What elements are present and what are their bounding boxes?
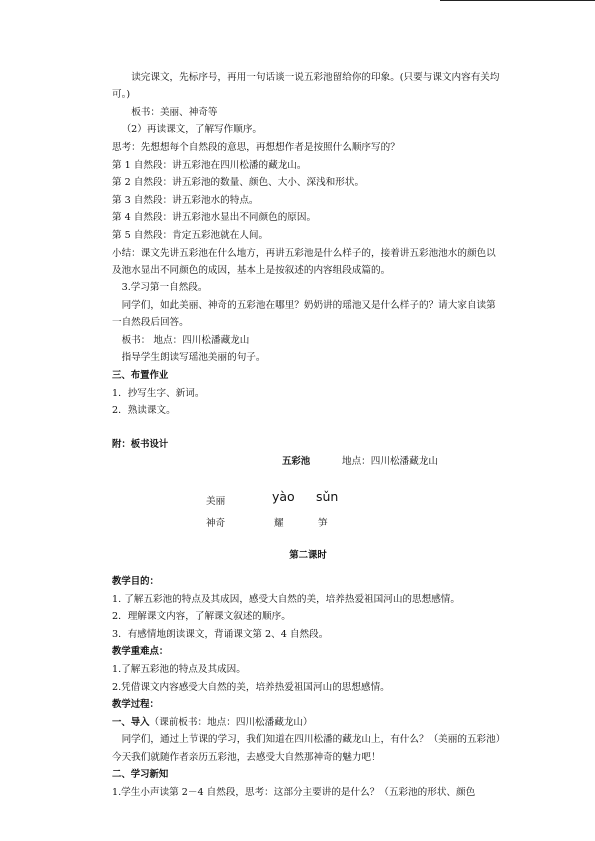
board-word: 神奇 [206, 518, 226, 530]
board-location: 地点：四川松潘藏龙山 [342, 456, 438, 468]
section-heading: 一、导入 [112, 716, 150, 728]
paragraph-summary: 第 4 自然段：讲五彩池水显出不同颜色的原因。 [112, 212, 317, 224]
board-title: 五彩池 [282, 456, 311, 468]
board-char: 笋 [318, 518, 328, 530]
lesson-title: 第二课时 [289, 550, 327, 562]
objective-item: 1. 了解五彩池的特点及其成因，感受大自然的美，培养热爱祖国河山的思想感情。 [112, 593, 460, 605]
objective-item: 3．有感情地朗读课文，背诵课文第 2、4 自然段。 [112, 628, 329, 640]
paragraph: 指导学生朗读写瑶池美丽的句子。 [121, 352, 266, 364]
summary-paragraph: 小结：课文先讲五彩池在什么地方，再讲五彩池是什么样子的，接着讲五彩池池水的颜色以及池水显出不同颜色的成因，基本上是按叙述的内容组段成篇的。 [112, 247, 496, 276]
section-heading: 二、学习新知 [112, 769, 169, 781]
paragraph-summary: 第 2 自然段：讲五彩池的数量、颜色、大小、深浅和形状。 [112, 177, 365, 189]
key-point-item: 1.了解五彩池的特点及其成因。 [112, 663, 246, 675]
paragraph: 同学们，通过上节课的学习，我们知道在四川松潘的藏龙山上，有什么？（美丽的五彩池）今天我们就随作者亲历五彩池，去感受大自然那神奇的魅力吧！ [112, 734, 501, 763]
step-heading: 3.学习第一自然段。 [121, 282, 208, 294]
paragraph: 1.学生小声读第 2－4 自然段，思考：这部分主要讲的是什么？（五彩池的形状、颜色 [112, 786, 476, 798]
section-heading: 教学重难点： [112, 646, 169, 658]
document-body [112, 69, 504, 801]
board-design [112, 453, 504, 539]
paragraph-summary: 第 1 自然段：讲五彩池在四川松潘的藏龙山。 [112, 159, 307, 171]
question: 思考：先想想每个自然段的意思，再想想作者是按照什么顺序写的？ [112, 142, 400, 153]
paragraph: 同学们，如此美丽、神奇的五彩池在哪里？奶奶讲的瑶池又是什么样子的？请大家自读第一自然段后回答。 [112, 299, 496, 329]
spacer [112, 420, 504, 436]
key-point-item: 2.凭借课文内容感受大自然的美，培养热爱祖国河山的思想感情。 [112, 681, 390, 693]
step-heading: （2）再读课文，了解写作顺序。 [121, 124, 263, 136]
section-heading: 教学过程： [112, 699, 159, 711]
paragraph: 读完课文，先标序号，再用一句话谈一说五彩池留给你的印象。(只要与课文内容有关均可。) [112, 72, 500, 101]
homework-item: 1．抄写生字、新词。 [112, 387, 205, 399]
section-heading: 附：板书设计 [112, 438, 169, 450]
board-pinyin: sǔn [316, 489, 339, 505]
intro-line [112, 714, 504, 732]
homework-item: 2．熟读课文。 [112, 405, 176, 417]
board-char: 耀 [274, 518, 284, 530]
board-word: 美丽 [206, 496, 226, 508]
section-heading: 教学目的： [112, 575, 159, 587]
top-rule [440, 0, 595, 1]
board-note: （课前板书：地点：四川松潘藏龙山） [149, 716, 313, 728]
board-note: 板书： 地点：四川松潘藏龙山 [121, 334, 250, 346]
section-heading: 三、布置作业 [112, 369, 169, 381]
objective-item: 2．理解课文内容，了解课文叙述的顺序。 [112, 611, 291, 623]
paragraph-summary: 第 3 自然段：讲五彩池水的特点。 [112, 194, 259, 206]
paragraph-summary: 第 5 自然段：肯定五彩池就在人间。 [112, 229, 269, 241]
board-note: 板书：美丽、神奇等 [131, 106, 218, 118]
board-pinyin: yào [272, 489, 295, 505]
